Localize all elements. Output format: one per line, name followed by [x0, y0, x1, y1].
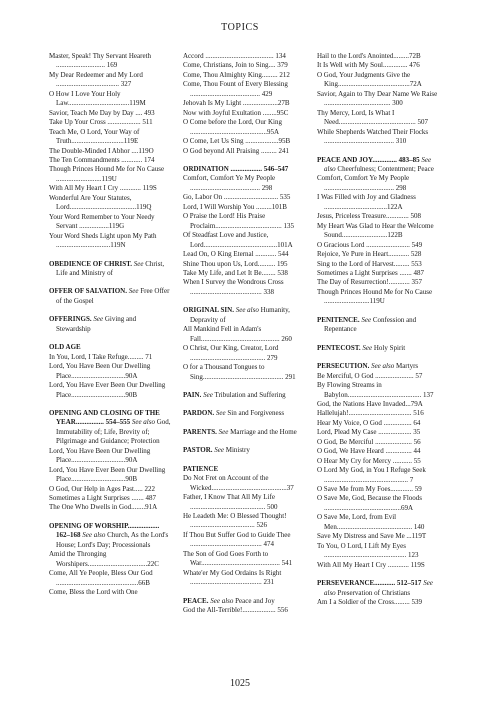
- index-entry: Accord ....................................... 134: [183, 52, 286, 60]
- topic-heading: [49, 343, 171, 352]
- index-entry: Do Not Fret on Account of the Wicked...........................................37: [183, 474, 294, 492]
- topic-heading: [317, 579, 439, 598]
- topic-title: PENTECOST.: [317, 343, 361, 352]
- index-entry: O Save Me, God, Because the Floods ............................................69A: [317, 494, 422, 512]
- index-entry: Jehovah Is My Light ....................27B: [183, 99, 290, 108]
- topic-heading: [183, 165, 305, 174]
- index-entry: Hear My Voice, O God ................ 64: [317, 418, 421, 427]
- see-reference-target: Sin and Forgiveness: [227, 409, 285, 418]
- topic-title: PATIENCE: [183, 464, 219, 473]
- index-entry: Take Up Your Cross ................... 511: [49, 118, 153, 127]
- topic-heading: [49, 409, 171, 447]
- see-reference-label: See also: [210, 596, 234, 605]
- see-reference-label: See also: [324, 579, 433, 597]
- see-reference-target: Church, As the Lord's House; Lord's Day; Processionals: [56, 531, 169, 549]
- index-entry: O God beyond All Praising ......... 241: [183, 146, 289, 155]
- see-reference-label: See: [133, 259, 144, 268]
- index-entry: I Was Filled with Joy and Gladness ....................................122A: [317, 193, 416, 211]
- index-column: [49, 52, 171, 616]
- see-reference-label: See: [93, 315, 104, 324]
- index-entry: God, the Nations Have Invaded...79A: [317, 399, 423, 408]
- topic-title: PAIN.: [183, 390, 202, 399]
- index-entry: Amid the Thronging Worshipers..................................22C: [49, 550, 159, 568]
- index-entry: Though Princes Hound Me for No Cause ..........................119U: [49, 165, 165, 183]
- topic-heading: [183, 597, 305, 606]
- index-entry: O for a Thousand Tongues to Sing.............................................. 291: [183, 363, 296, 381]
- index-entry: Wonderful Are Your Statutes, Lord......................................119Q: [49, 193, 152, 212]
- see-reference-label: See also: [82, 531, 106, 540]
- see-reference-label: See: [215, 409, 226, 418]
- topic-title: PARENTS.: [183, 427, 217, 436]
- index-entry: O Lord My God, in You I Refuge Seek ................................................ 7: [317, 466, 426, 484]
- index-entry: O Save Me, Lord, from Evil Men........................................... 140: [317, 513, 425, 531]
- topic-title: PASTOR.: [183, 446, 213, 455]
- index-entry: He Leadeth Me: O Blessed Thought! ..................................... 526: [183, 512, 287, 530]
- see-reference-target: Free Offer of the Gospel: [56, 287, 170, 305]
- topic-title: OLD AGE: [49, 343, 81, 352]
- topic-title: PEACE.: [183, 596, 209, 605]
- index-entry: The Day of Resurrection!............ 357: [317, 278, 422, 287]
- see-reference-label: See: [214, 446, 224, 455]
- topic-title: OFFERINGS.: [49, 315, 92, 324]
- index-entry: It Is Well with My Soul.............. 476: [317, 61, 420, 70]
- index-entry: O Come, Let Us Sing ...................95B: [183, 137, 291, 146]
- index-entry: By Flowing Streams in Babylon.......................................... 137: [317, 381, 434, 399]
- index-entry: Save My Distress and Save Me ...119T: [317, 532, 427, 541]
- topic-heading: [317, 362, 439, 371]
- index-entry: O God, We Have Heard ............... 44: [317, 447, 421, 456]
- topic-heading: [183, 409, 305, 418]
- topic-heading: [49, 260, 171, 279]
- index-entry: Savior, Again to Thy Dear Name We Raise ...................................... 300: [317, 89, 438, 108]
- index-entry: Shine Thou upon Us, Lord.......... 195: [183, 259, 288, 268]
- topic-title: PARDON.: [183, 409, 215, 418]
- page-header-title: TOPICS: [221, 22, 259, 33]
- index-entry: O God, Our Help in Ages Past..... 222: [49, 484, 155, 493]
- see-reference-label: See also: [131, 418, 155, 427]
- index-entry: Come, Thou Almighty King......... 212: [183, 70, 290, 79]
- index-entry: O God, Your Judgments Give the King.........................................72A: [317, 70, 422, 89]
- index-entry: Take My Life, and Let It Be........ 538: [183, 268, 288, 277]
- see-reference-label: See: [361, 315, 372, 324]
- see-reference-label: See: [203, 390, 213, 399]
- index-entry: The One Who Dwells in God........91A: [49, 503, 158, 512]
- index-entry: The Ten Commandments ............ 174: [49, 155, 155, 164]
- index-entry: Your Word Remember to Your Needy Servant .................119G: [49, 212, 155, 231]
- topic-title: ORDINATION .................. 546–547: [183, 164, 289, 173]
- index-columns: [49, 52, 441, 616]
- index-entry: O Praise the Lord! His Praise Proclaim...................................... 135: [183, 212, 295, 230]
- index-entry: Lord, You Have Ever Been Our Dwelling Place...............................90B: [49, 465, 166, 484]
- index-entry: Sometimes a Light Surprises ....... 487: [317, 268, 424, 277]
- index-entry: My Dear Redeemer and My Lord .................................... 327: [49, 70, 143, 89]
- see-reference-target: Ministry: [225, 446, 250, 455]
- topic-heading: [317, 156, 439, 175]
- index-entry: O Come before the Lord, Our King ............................................95A: [183, 118, 282, 136]
- index-entry: When I Survey the Wondrous Cross ......................................... 338: [183, 278, 284, 296]
- index-entry: O Gracious Lord ......................... 549: [317, 240, 423, 249]
- index-entry: Be Merciful, O God ...................... 57: [317, 371, 423, 380]
- index-entry: Master, Speak! Thy Servant Heareth ............................ 169: [49, 52, 152, 70]
- index-entry: With All My Heart I Cry ............ 119S: [49, 184, 157, 193]
- topic-heading: [183, 446, 305, 455]
- topic-title: OBEDIENCE OF CHRIST.: [49, 259, 133, 268]
- topic-title: OPENING AND CLOSING OF THE YEAR................ 554–555: [49, 408, 160, 427]
- index-entry: Savior, Teach Me Day by Day .... 493: [49, 108, 155, 117]
- page-number: 1025: [230, 678, 250, 689]
- index-entry: Comfort, Comfort Ye My People ........................................ 298: [183, 174, 276, 192]
- index-entry: Lord, You Have Been Our Dwelling Place...............................90A: [49, 362, 151, 380]
- index-entry: Lead On, O King Eternal ............ 544: [183, 250, 289, 259]
- see-reference-target: Giving and Stewardship: [56, 315, 137, 333]
- index-column: [317, 52, 439, 616]
- index-entry: Am I a Soldier of the Cross......... 539: [317, 598, 422, 607]
- see-reference-target: Preservation of Christians: [337, 588, 411, 597]
- index-entry: Though Princes Hound Me for No Cause ..........................119U: [317, 287, 433, 306]
- index-entry: Rejoice, Ye Pure in Heart............ 528: [317, 250, 422, 259]
- index-entry: Hail to the Lord's Anointed.........72B: [317, 52, 421, 60]
- topic-heading: [183, 391, 305, 400]
- index-entry: Come, All Ye People, Bless Our God ...............................................66B: [49, 569, 153, 587]
- index-entry: O Hear My Cry for Mercy ........... 55: [317, 456, 421, 465]
- see-reference-target: Cheerfulness; Contentment; Peace: [337, 164, 434, 173]
- topic-title: OPENING OF WORSHIP.................. 162–168: [49, 521, 160, 540]
- topic-heading: [183, 428, 305, 437]
- see-reference-label: See: [218, 427, 229, 436]
- see-reference-target: Peace and Joy: [235, 596, 275, 605]
- index-entry: The Double-Minded I Abhor ....119O: [49, 146, 154, 155]
- see-reference-label: See: [128, 287, 139, 296]
- see-reference-label: See also: [324, 155, 432, 173]
- see-reference-label: See: [362, 343, 373, 352]
- index-entry: Father, I Know That All My Life ........................................... 500: [183, 493, 278, 511]
- index-entry: Lord, You Have Ever Been Our Dwelling Place...............................90B: [49, 381, 166, 399]
- index-entry: My Heart Was Glad to Hear the Welcome Sound..........................122B: [317, 221, 434, 240]
- index-entry: To You, O Lord, I Lift My Eyes ............................................... 123: [317, 541, 419, 560]
- topic-title: ORIGINAL SIN.: [183, 306, 234, 315]
- see-reference-target: Tribulation and Suffering: [214, 390, 286, 399]
- topic-title: OFFER OF SALVATION.: [49, 287, 127, 296]
- topic-title: PERSEVERANCE............ 512–517: [317, 579, 422, 588]
- index-entry: O Save Me from My Foes............. 59: [317, 485, 422, 494]
- index-entry: Whate'er My God Ordains Is Right ......................................... 231: [183, 568, 282, 587]
- topic-heading: [183, 306, 305, 325]
- index-entry: O How I Love Your Holy Law...................................119M: [49, 89, 146, 108]
- topic-heading: [49, 522, 171, 550]
- index-entry: Lord, You Have Been Our Dwelling Place...............................90A: [49, 446, 151, 465]
- see-reference-target: Humanity, Depravity of: [190, 306, 290, 324]
- index-entry: With All My Heart I Cry ............ 119S: [317, 560, 425, 569]
- topic-heading: [317, 316, 439, 335]
- index-entry: Go, Labor On ............................... 535: [183, 193, 291, 202]
- see-reference-target: Confession and Repentance: [324, 315, 417, 334]
- index-entry: All Mankind Fell in Adam's Fall............................................. 260: [183, 325, 292, 343]
- index-entry: Lord, Plead My Case ................... 35: [317, 428, 421, 437]
- index-column: [183, 52, 305, 616]
- topic-title: PERSECUTION.: [317, 362, 370, 371]
- index-entry: Come, Thou Fount of Every Blessing ........................................ 429: [183, 80, 288, 98]
- index-entry: The Son of God Goes Forth to War............................................. 541: [183, 549, 293, 568]
- see-reference-target: Christ, Life and Ministry of: [56, 259, 165, 277]
- topic-title: PEACE AND JOY.............. 483–85: [317, 155, 420, 164]
- index-entry: Sometimes a Light Surprises ....... 487: [49, 494, 156, 503]
- index-entry: While Shepherds Watched Their Flocks ........................................ 310: [317, 127, 429, 146]
- index-entry: Teach Me, O Lord, Your Way of Truth..............................119E: [49, 127, 140, 146]
- see-reference-target: Holy Spirit: [373, 343, 406, 352]
- index-entry: If Thou But Suffer God to Guide Thee ......................................... 474: [183, 530, 291, 549]
- index-entry: Come, Christians, Join to Sing.... 379: [183, 61, 288, 70]
- topic-title: PENITENCE.: [317, 315, 360, 324]
- index-entry: Of Steadfast Love and Justice, Lord..........................................101A: [183, 231, 293, 249]
- index-entry: Thy Mercy, Lord, Is What I Need............................................ 507: [317, 108, 429, 127]
- index-entry: Lord, I Will Worship You .........101B: [183, 202, 287, 211]
- see-reference-label: See also: [371, 362, 395, 371]
- see-reference-target: Marriage and the Home: [230, 427, 297, 436]
- index-entry: Your Word Sheds Light upon My Path ...............................119N: [49, 231, 157, 250]
- see-reference-label: See also: [235, 306, 259, 315]
- topic-heading: [49, 287, 171, 306]
- index-entry: O Christ, Our King, Creator, Lord ........................................... 279: [183, 344, 279, 362]
- index-entry: Now with Joyful Exultation ........95C: [183, 108, 289, 117]
- topic-heading: [183, 465, 305, 474]
- see-reference-target: Martyrs: [395, 362, 419, 371]
- index-entry: Comfort, Comfort Ye My People ........................................ 298: [317, 174, 410, 192]
- index-entry: O God, Be Merciful ..................... 56: [317, 437, 421, 446]
- see-reference-target: God, Immutability of; Life, Brevity of; Pilgrimage and Guidance; Protection: [56, 418, 171, 446]
- index-entry: Hallelujah!.................................... 516: [317, 409, 424, 418]
- index-entry: Sing to the Lord of Harvest......... 553: [317, 259, 422, 268]
- index-entry: In You, Lord, I Take Refuge......... 71: [49, 352, 153, 361]
- index-entry: Come, Bless the Lord with One: [49, 588, 138, 597]
- topic-heading: [317, 344, 439, 353]
- index-entry: Jesus, Priceless Treasure............. 508: [317, 212, 422, 221]
- index-entry: God the All-Terrible!................... 556: [183, 606, 288, 615]
- topic-heading: [49, 315, 171, 334]
